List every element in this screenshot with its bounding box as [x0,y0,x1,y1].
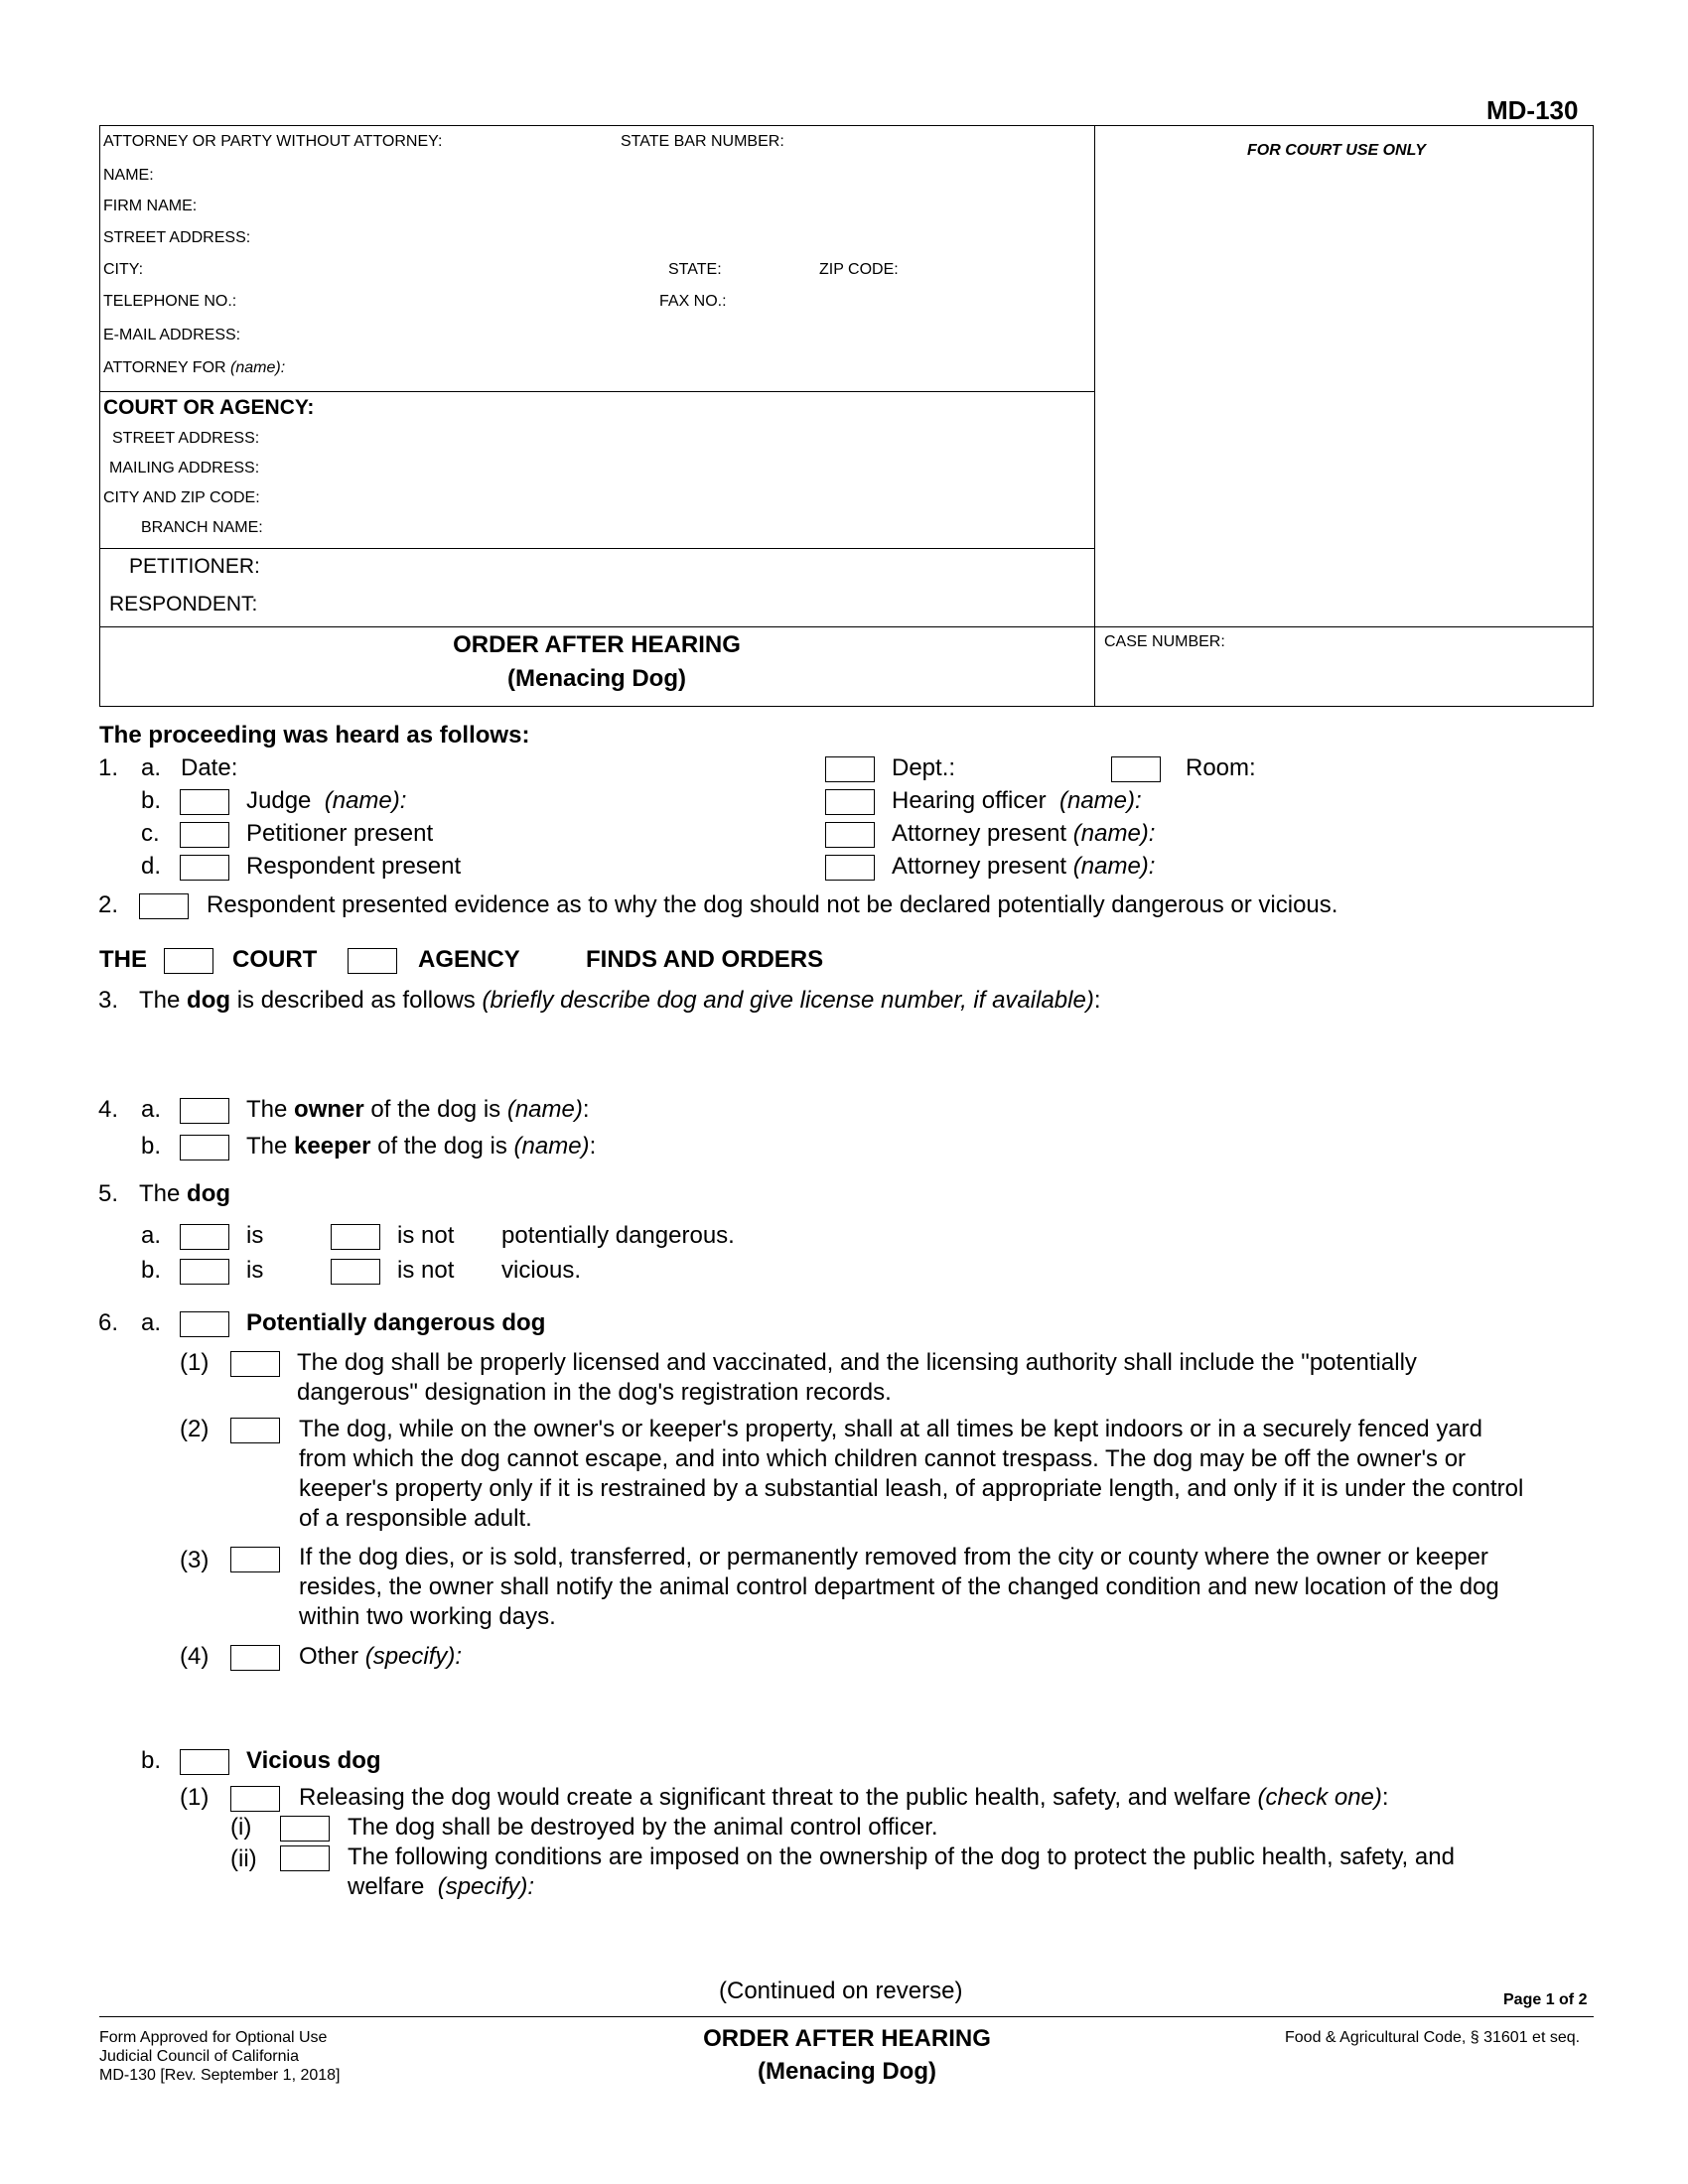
dog-description-text [139,987,1100,1015]
attorney-label: ATTORNEY OR PARTY WITHOUT ATTORNEY: [103,133,443,150]
item6b1-end: : [1381,1784,1389,1811]
owner-mid: of the dog is [370,1096,501,1123]
keeper-mid: of the dog is [377,1133,507,1160]
attorney-present-2-text: Attorney present [892,853,1067,880]
item4b-letter: b. [141,1133,162,1160]
item3-pre: The [139,987,181,1014]
item2-number: 2. [98,891,119,918]
item6a2-line2: from which the dog cannot escape, and into which children cannot trespass. The dog may be off the owner's or [299,1445,1467,1472]
item5a-is-not-label: is not [397,1222,455,1249]
item1c-letter: c. [141,820,160,847]
room-label: Room: [1186,754,1256,781]
evidence-checkbox[interactable] [139,893,189,919]
attorney-section-divider [99,391,1094,392]
attorney-present-2-checkbox[interactable] [825,855,875,881]
firm-name-label: FIRM NAME: [103,198,198,214]
header-left-border [99,125,100,706]
attorney-present-1-label [892,820,1155,848]
room-checkbox[interactable] [1111,756,1161,782]
court-agency-label: COURT OR AGENCY: [103,396,315,419]
state-bar-label: STATE BAR NUMBER: [621,133,784,150]
item6bii-italic: (specify): [437,1873,535,1900]
conditions-checkbox[interactable] [280,1845,330,1871]
notify-checkbox[interactable] [230,1547,280,1572]
license-vaccinate-checkbox[interactable] [230,1351,280,1377]
item6a2-number: (2) [180,1416,210,1442]
item3-bold: dog [187,987,231,1014]
item6a2-line3: keeper's property only if it is restrained by a substantial leash, of appropriate length, and only if it is under the control [299,1475,1524,1502]
court-city-zip-label: CITY AND ZIP CODE: [103,489,260,506]
attorney-for-text: ATTORNEY FOR [103,359,226,376]
item3-italic: (briefly describe dog and give license number, if available) [482,987,1094,1014]
footer-right-citation: Food & Agricultural Code, § 31601 et seq. [1285,2029,1581,2046]
destroyed-checkbox[interactable] [280,1816,330,1842]
item3-mid: is described as follows [236,987,476,1014]
item6a1-number: (1) [180,1349,210,1376]
item5b-letter: b. [141,1257,162,1284]
item6b-letter: b. [141,1747,162,1774]
potentially-dangerous-dog-checkbox[interactable] [180,1311,229,1337]
item4a-letter: a. [141,1096,162,1123]
court-branch-label: BRANCH NAME: [141,519,263,536]
item6bii-number: (ii) [230,1845,257,1872]
keeper-checkbox[interactable] [180,1135,229,1160]
header-right-border [1593,125,1594,706]
item6a2-line1: The dog, while on the owner's or keeper's property, shall at all times be kept indoors or in a securely fenced yard [299,1416,1483,1442]
item6b1-number: (1) [180,1784,210,1811]
item6-number: 6. [98,1309,119,1336]
keeper-italic: (name) [513,1133,590,1160]
footer-left-line1: Form Approved for Optional Use [99,2029,328,2046]
hearing-officer-name-hint: (name): [1058,787,1142,814]
heard-heading: The proceeding was heard as follows: [99,722,530,749]
street-address-label: STREET ADDRESS: [103,229,251,246]
item6bii-welfare: welfare [348,1873,425,1900]
item5a-is-label: is [246,1222,264,1249]
attorney-for-label [103,359,285,377]
judge-checkbox[interactable] [180,789,229,815]
item6a-letter: a. [141,1309,162,1336]
vicious-dog-heading: Vicious dog [246,1747,381,1774]
footer-left-line2: Judicial Council of California [99,2048,299,2065]
city-label: CITY: [103,261,144,278]
item1d-letter: d. [141,853,162,880]
header-bottom-border [99,706,1594,707]
item1b-letter: b. [141,787,162,814]
item6a4-italic: (specify): [364,1643,463,1670]
item3-number: 3. [98,987,119,1014]
item6a3-line3: within two working days. [299,1603,556,1630]
agency-finds-checkbox[interactable] [348,948,397,974]
telephone-label: TELEPHONE NO.: [103,293,237,310]
potentially-dangerous-heading: Potentially dangerous dog [246,1309,546,1336]
item5-pre: The [139,1180,181,1207]
item6a4-number: (4) [180,1643,210,1670]
item6a2-line4: of a responsible adult. [299,1505,532,1532]
keeper-bold: keeper [294,1133,371,1160]
fax-label: FAX NO.: [659,293,727,310]
owner-end: : [582,1096,590,1123]
item3-end: : [1093,987,1101,1014]
item6b1-main: Releasing the dog would create a significant threat to the public health, safety, and welfare [299,1784,1251,1811]
is-not-potentially-dangerous-checkbox[interactable] [331,1224,380,1250]
hearing-officer-label [892,787,1142,815]
item5b-is-not-label: is not [397,1257,455,1284]
is-potentially-dangerous-checkbox[interactable] [180,1224,229,1250]
item5-bold: dog [187,1180,231,1207]
item5-number: 5. [98,1180,119,1207]
item6a3-number: (3) [180,1547,210,1573]
owner-italic: (name) [506,1096,583,1123]
petitioner-present-checkbox[interactable] [180,822,229,848]
item6bii-line1: The following conditions are imposed on the ownership of the dog to protect the public health, safety, and [348,1843,1455,1870]
continued-on-reverse: (Continued on reverse) [719,1978,963,2004]
is-not-vicious-checkbox[interactable] [331,1259,380,1285]
respondent-present-checkbox[interactable] [180,855,229,881]
title-section-divider [99,626,1594,627]
email-label: E-MAIL ADDRESS: [103,327,241,343]
attorney-for-name-hint: (name): [230,359,286,376]
item6a3-line1: If the dog dies, or is sold, transferred, or permanently removed from the city or county where the owner or keeper [299,1544,1488,1570]
state-label: STATE: [668,261,722,278]
respondent-present-label: Respondent present [246,853,462,880]
vicious-dog-checkbox[interactable] [180,1749,229,1775]
finds-and-orders: FINDS AND ORDERS [586,946,824,973]
item6a1-line1: The dog shall be properly licensed and vaccinated, and the licensing authority shall include the "potentially [297,1349,1417,1376]
item5a-letter: a. [141,1222,162,1249]
page-number: Page 1 of 2 [1503,1991,1588,2008]
attorney-present-2-label [892,853,1155,881]
keeper-end: : [589,1133,597,1160]
case-number-label: CASE NUMBER: [1104,633,1225,650]
attorney-present-2-name-hint: (name): [1072,853,1156,880]
owner-checkbox[interactable] [180,1098,229,1124]
header-center-divider [1094,125,1095,706]
petitioner-label: PETITIONER: [129,555,260,578]
document-subtitle: (Menacing Dog) [507,665,686,692]
owner-bold: owner [294,1096,364,1123]
name-label: NAME: [103,167,154,184]
court-use-only-label: FOR COURT USE ONLY [1247,142,1426,159]
is-vicious-checkbox[interactable] [180,1259,229,1285]
item6b1-italic: (check one) [1257,1784,1382,1811]
attorney-present-1-checkbox[interactable] [825,822,875,848]
owner-pre: The [246,1096,288,1123]
evidence-text: Respondent presented evidence as to why the dog should not be declared potentially dangerous or vicious. [207,891,1338,918]
dept-label: Dept.: [892,754,956,781]
court-street-label: STREET ADDRESS: [112,430,260,447]
item6b1-text [299,1784,1389,1812]
footer-rule [99,2016,1594,2017]
item1a-letter: a. [141,754,162,781]
confinement-checkbox[interactable] [230,1418,280,1443]
item4-number: 4. [98,1096,119,1123]
item5a-text: potentially dangerous. [501,1222,735,1249]
item6a4-text [299,1643,462,1671]
hearing-officer-checkbox[interactable] [825,789,875,815]
form-number: MD-130 [1486,95,1579,125]
item6bi-number: (i) [230,1814,252,1841]
hearing-officer-text: Hearing officer [892,787,1047,814]
item5-text [139,1180,230,1208]
court-section-divider [99,548,1094,549]
item6a3-line2: resides, the owner shall notify the animal control department of the changed condition and new location of the dog [299,1573,1499,1600]
item6a1-line2: dangerous" designation in the dog's registration records. [297,1379,892,1406]
attorney-present-1-name-hint: (name): [1072,820,1156,847]
footer-title: ORDER AFTER HEARING [703,2025,991,2052]
date-label: Date: [181,754,238,781]
judge-label [246,787,406,815]
owner-text [246,1096,590,1124]
item5b-is-label: is [246,1257,264,1284]
judge-name-hint: (name): [324,787,407,814]
footer-left-line3: MD-130 [Rev. September 1, 2018] [99,2067,341,2084]
zip-code-label: ZIP CODE: [819,261,899,278]
item1-number: 1. [98,754,119,781]
item5b-text: vicious. [501,1257,582,1284]
respondent-label: RESPONDENT: [109,593,258,615]
dept-checkbox[interactable] [825,756,875,782]
item6a4-label: Other [299,1643,359,1670]
document-title: ORDER AFTER HEARING [453,631,741,658]
attorney-present-1-text: Attorney present [892,820,1067,847]
significant-threat-checkbox[interactable] [230,1786,280,1812]
finds-agency: AGENCY [418,946,520,973]
court-finds-checkbox[interactable] [164,948,213,974]
finds-the: THE [99,946,147,973]
item6bii-line2 [348,1873,534,1901]
item6bi-text: The dog shall be destroyed by the animal control officer. [348,1814,938,1841]
court-mailing-label: MAILING ADDRESS: [109,460,260,477]
other-checkbox[interactable] [230,1645,280,1671]
keeper-text [246,1133,596,1160]
petitioner-present-label: Petitioner present [246,820,434,847]
judge-text: Judge [246,787,312,814]
header-top-border [99,125,1594,126]
footer-subtitle: (Menacing Dog) [758,2058,936,2085]
keeper-pre: The [246,1133,288,1160]
finds-court: COURT [232,946,318,973]
